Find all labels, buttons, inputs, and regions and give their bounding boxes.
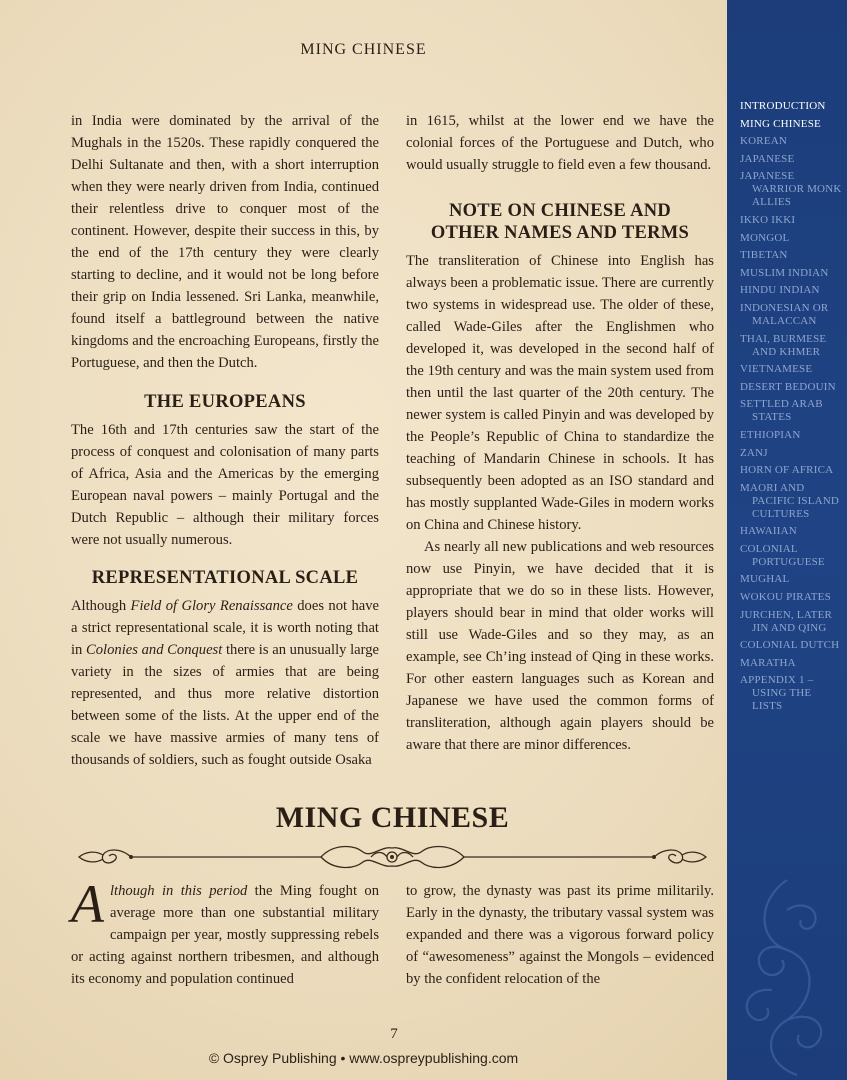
drop-cap: A: [71, 874, 104, 934]
sidebar-item-mongol[interactable]: [740, 232, 843, 245]
sidebar-item-vietnamese[interactable]: [740, 363, 843, 376]
paragraph-transliteration: The transliteration of Chinese into English has always been a problematic issue. There are currently two systems in widespread use. The older of these, called Wade-Giles after the Englishmen who developed it, was developed in the second half of the 19th century and was the main system used from then until the last quarter of the 20th century. The newer system is called Pinyin and was developed by the People’s Republic of China to standardize the teaching of Mandarin Chinese in schools. It has subsequently been adopted as an ISO standard and has mostly supplanted Wade-Giles in modern works on China and Chinese history.: [406, 253, 714, 533]
scale-text-3: there is an unusually large variety in the sizes of armies that are being represented, and thus more relative distortion between some of the lists. At the upper end of the scale we have massive armies of many tens of thousands of soldiers, such as fought outside Osaka: [71, 642, 379, 768]
sidebar-item-japanese[interactable]: [740, 153, 843, 166]
intro-lead-in: lthough in this period: [110, 883, 248, 899]
sidebar-item-continuation: AND KHMER: [752, 345, 821, 358]
sidebar-item-desert-bedouin[interactable]: [740, 381, 843, 394]
sidebar-item-ikko-ikki[interactable]: [740, 214, 843, 227]
paragraph-europeans: The 16th and 17th centuries saw the start of the process of conquest and colonisation of many parts of Africa, Asia and the Americas by the emerging European naval powers – mainly Portugal and the Dutch Republic – although their military forces were not usually numerous.: [71, 422, 379, 548]
sidebar-item-label: ZANJ: [740, 446, 768, 459]
sidebar-item-continuation: STATES: [752, 411, 792, 424]
sidebar-item-label: ETHIOPIAN: [740, 428, 801, 441]
sidebar-item-label: HORN OF AFRICA: [740, 464, 834, 477]
sidebar-item-tibetan[interactable]: [740, 249, 843, 262]
sidebar-item-label: MAORI AND: [740, 481, 805, 494]
sidebar-item-label: COLONIAL: [740, 542, 798, 555]
sidebar-item-continuation: JIN AND QING: [752, 621, 827, 634]
sidebar-item-maori-and[interactable]: [740, 482, 843, 521]
sidebar-item-continuation: WARRIOR MONK ALLIES: [752, 183, 842, 209]
scale-book-title-2: Colonies and Conquest: [86, 642, 223, 658]
heading-note-line1: NOTE ON CHINESE AND: [448, 201, 672, 221]
sidebar-item-label: KOREAN: [740, 135, 788, 148]
heading-note-on-chinese-names: [406, 200, 714, 244]
paragraph-osaka-continued: in 1615, whilst at the lower end we have the colonial forces of the Portuguese and Dutch, who would usually struggle to field even a few thousand.: [406, 113, 714, 173]
sidebar-item-continuation: PACIFIC ISLAND CULTURES: [752, 494, 840, 520]
sidebar-item-zanj[interactable]: [740, 447, 843, 460]
sidebar-item-colonial[interactable]: [740, 543, 843, 569]
heading-the-europeans: THE EUROPEANS: [144, 392, 306, 412]
heading-note-line2: OTHER NAMES AND TERMS: [430, 223, 690, 243]
decorative-swirl-icon: [727, 870, 847, 1080]
sidebar-item-indonesian-or[interactable]: [740, 302, 843, 328]
paragraph-mughals: in India were dominated by the arrival of the Mughals in the 1520s. These rapidly conquered the Delhi Sultanate and then, with a short interruption when they were nearly driven from India, continued their relentless drive to conquer most of the continent. However, despite their success in this, by the end of the 17th century they were clearly starting to decline, and it would not be long before their grip on India lessened. Sri Lanka, meanwhile, found itself a battleground between the native kingdoms and the encroaching Europeans, firstly the Portuguese, and then the Dutch.: [71, 113, 379, 371]
sidebar-item-label: COLONIAL DUTCH: [740, 639, 840, 652]
ming-intro-paragraph: [71, 874, 379, 990]
sidebar-item-label: INDONESIAN OR: [740, 301, 829, 314]
section-sidebar: [727, 0, 847, 1080]
sidebar-item-label: JAPANESE: [740, 170, 795, 183]
sidebar-item-label: JAPANESE: [740, 152, 795, 165]
paragraph-scale: [71, 595, 379, 771]
sidebar-item-continuation: USING THE LISTS: [752, 687, 812, 713]
ming-intro-right: [406, 880, 714, 990]
sidebar-item-label: WOKOU PIRATES: [740, 591, 831, 604]
sidebar-item-label: TIBETAN: [740, 249, 788, 262]
sidebar-item-label: THAI, BURMESE: [740, 332, 827, 345]
sidebar-item-mughal[interactable]: [740, 573, 843, 586]
sidebar-item-label: APPENDIX 1 –: [740, 674, 814, 687]
left-column: [71, 110, 379, 771]
sidebar-item-colonial-dutch[interactable]: [740, 639, 843, 652]
sidebar-item-label: MONGOL: [740, 231, 790, 244]
intro-text-left: the Ming fought on average more than one substantial military campaign per year, mostly suppressing rebels or acting against northern tribesmen, and although its economy and population continued: [71, 883, 379, 987]
sidebar-item-label: SETTLED ARAB: [740, 398, 823, 411]
sidebar-item-continuation: MALACCAN: [752, 314, 817, 327]
sidebar-item-settled-arab[interactable]: [740, 398, 843, 424]
right-column: [406, 110, 714, 756]
sidebar-item-label: INTRODUCTION: [740, 100, 826, 112]
sidebar-item-wokou-pirates[interactable]: [740, 591, 843, 604]
sidebar-item-hindu-indian[interactable]: [740, 284, 843, 297]
sidebar-item-maratha[interactable]: [740, 657, 843, 670]
scale-book-title-1: Field of Glory Renaissance: [130, 598, 293, 614]
publisher-footer: © Osprey Publishing • www.ospreypublishing.com: [208, 1050, 519, 1066]
sidebar-item-horn-of-africa[interactable]: [740, 464, 843, 477]
sidebar-item-label: MUSLIM INDIAN: [740, 266, 829, 279]
section-title: MING CHINESE: [275, 801, 510, 834]
scale-text-1: Although: [71, 598, 131, 614]
sidebar-item-muslim-indian[interactable]: [740, 267, 843, 280]
sidebar-item-ethiopian[interactable]: [740, 429, 843, 442]
sidebar-item-label: IKKO IKKI: [740, 213, 796, 226]
sidebar-item-korean[interactable]: [740, 135, 843, 148]
sidebar-nav: [740, 100, 843, 718]
paragraph-pinyin: As nearly all new publications and web resources now use Pinyin, we have decided that it is appropriate that we do so in these lists. However, players should bear in mind that older works will still use Wade-Giles and so they may, as an example, see Ch’ing instead of Qing in these works. For other eastern languages such as Korean and Japanese we have used the common forms of transliteration, although again players should be aware that there are minor differences.: [406, 539, 714, 753]
sidebar-item-label: MARATHA: [740, 656, 796, 669]
sidebar-item-label: HAWAIIAN: [740, 525, 797, 538]
sidebar-item-label: JURCHEN, LATER: [740, 608, 833, 621]
running-head: MING CHINESE: [300, 41, 427, 58]
page-number: 7: [390, 1026, 398, 1042]
sidebar-item-label: MUGHAL: [740, 573, 790, 586]
sidebar-item-japanese[interactable]: [740, 170, 843, 209]
scale-text-2: does not have a strict representational scale, it is worth noting that in: [71, 598, 379, 658]
sidebar-item-introduction[interactable]: [740, 100, 843, 113]
sidebar-item-hawaiian[interactable]: [740, 525, 843, 538]
sidebar-item-label: MING CHINESE: [740, 117, 821, 130]
intro-text-right: to grow, the dynasty was past its prime militarily. Early in the dynasty, the tributary vassal system was expanded and there was a vigorous forward policy of “awesomeness” against the Mongols – evidenced by the confident relocation of the: [406, 883, 714, 987]
sidebar-item-label: HINDU INDIAN: [740, 284, 820, 297]
ornamental-divider: [71, 840, 714, 874]
heading-representational-scale: REPRESENTATIONAL SCALE: [91, 568, 359, 588]
ming-intro-left: [71, 874, 379, 990]
sidebar-item-label: VIETNAMESE: [740, 363, 813, 376]
sidebar-item-label: DESERT BEDOUIN: [740, 380, 836, 393]
sidebar-item-ming-chinese[interactable]: [740, 118, 843, 131]
sidebar-item-continuation: PORTUGUESE: [752, 555, 825, 568]
sidebar-item-appendix-1[interactable]: [740, 674, 843, 713]
sidebar-item-jurchen-later[interactable]: [740, 609, 843, 635]
sidebar-item-thai-burmese[interactable]: [740, 333, 843, 359]
